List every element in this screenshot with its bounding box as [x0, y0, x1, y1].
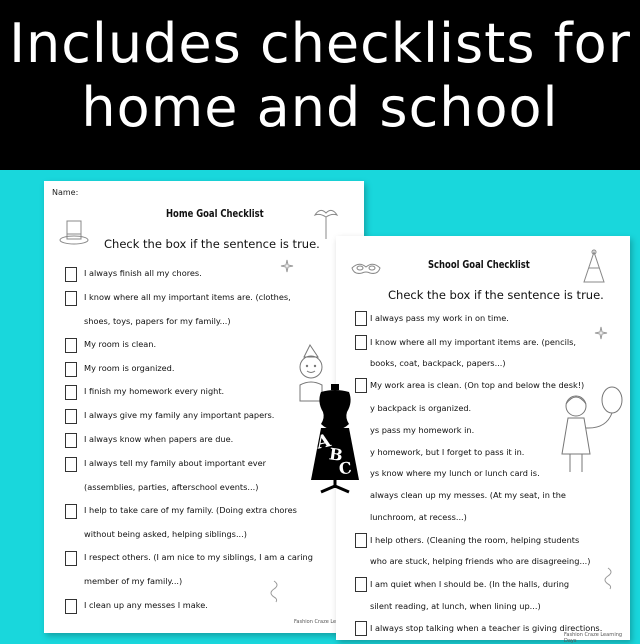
name-label: Name: — [52, 188, 79, 197]
list-item: I always stop talking when a teacher is giving directions. — [370, 623, 603, 633]
checkbox[interactable] — [65, 291, 77, 306]
sparkle-icon — [280, 259, 294, 273]
list-item: I always tell my family about important ever — [84, 458, 266, 468]
list-item: always clean up my messes. (At my seat, in the — [370, 490, 566, 500]
logo-letter-b: B — [327, 444, 344, 465]
list-item: I clean up any messes I make. — [84, 600, 208, 610]
list-item: I always finish all my chores. — [84, 268, 202, 278]
logo-letter-a: A — [314, 430, 333, 454]
list-item: (assemblies, parties, afterschool events...) — [84, 482, 259, 492]
list-item: books, coat, backpack, papers...) — [370, 358, 506, 368]
list-item: My work area is clean. (On top and below the desk!) — [370, 380, 585, 390]
girl-with-balloon-icon — [556, 384, 626, 484]
banner — [0, 0, 640, 170]
mask-icon — [350, 260, 384, 280]
page-title: Home Goal Checklist — [166, 207, 264, 220]
checkbox[interactable] — [355, 533, 367, 548]
list-item: who are stuck, helping friends who are disagreeing...) — [370, 556, 591, 566]
list-item: silent reading, at lunch, when lining up...) — [370, 601, 541, 611]
footer-credit: Fashion Craze Learning Days — [564, 632, 623, 644]
party-hat-icon — [582, 250, 606, 286]
school-goal-checklist-page — [336, 236, 630, 644]
banner-line-1: Includes checklists for — [9, 12, 631, 75]
list-item: member of my family...) — [84, 576, 183, 586]
list-item: y homework, but I forget to pass it in. — [370, 447, 525, 457]
instruction: Check the box if the sentence is true. — [388, 288, 604, 302]
checkbox[interactable] — [65, 599, 77, 614]
list-item: I always pass my work in on time. — [370, 313, 509, 323]
list-item: y backpack is organized. — [370, 403, 472, 413]
list-item: I respect others. (I am nice to my siblings, I am a caring — [84, 552, 313, 562]
dress-form-logo-icon — [307, 384, 363, 494]
list-item: without being asked, helping siblings...) — [84, 529, 247, 539]
list-item: I help to take care of my family. (Doing extra chores — [84, 505, 297, 515]
list-item: My room is clean. — [84, 339, 157, 349]
checkbox[interactable] — [65, 267, 77, 282]
sparkle-icon — [594, 326, 608, 340]
list-item: I am quiet when I should be. (In the halls, during — [370, 579, 570, 589]
checkbox[interactable] — [355, 311, 367, 326]
logo-letter-c: C — [337, 458, 353, 479]
swirl-icon-2 — [266, 579, 282, 603]
checkbox[interactable] — [65, 457, 77, 472]
checkbox[interactable] — [65, 362, 77, 377]
checkbox[interactable] — [65, 504, 77, 519]
list-item: I finish my homework every night. — [84, 386, 225, 396]
list-item: I know where all my important items are. (pencils, — [370, 337, 576, 347]
checkbox[interactable] — [65, 338, 77, 353]
top-hat-icon — [58, 217, 90, 253]
checkbox[interactable] — [355, 335, 367, 350]
checkbox[interactable] — [65, 409, 77, 424]
list-item: ys know where my lunch or lunch card is. — [370, 468, 540, 478]
checkbox[interactable] — [65, 385, 77, 400]
footer-credit: Fashion Craze Le — [294, 619, 337, 625]
checkbox[interactable] — [65, 551, 77, 566]
banner-line-2: home and school — [81, 76, 559, 139]
list-item: I always know when papers are due. — [84, 434, 234, 444]
page-title: School Goal Checklist — [428, 258, 530, 271]
list-item: I know where all my important items are. (clothes, — [84, 292, 291, 302]
checkbox[interactable] — [355, 577, 367, 592]
checkbox[interactable] — [65, 433, 77, 448]
swirl-icon — [600, 566, 616, 590]
checkbox[interactable] — [355, 621, 367, 636]
list-item: I help others. (Cleaning the room, helping students — [370, 535, 580, 545]
instruction: Check the box if the sentence is true. — [104, 237, 320, 251]
list-item: My room is organized. — [84, 363, 175, 373]
list-item: shoes, toys, papers for my family...) — [84, 316, 231, 326]
list-item: lunchroom, at recess...) — [370, 512, 467, 522]
list-item: I always give my family any important papers. — [84, 410, 275, 420]
list-item: ys pass my homework in. — [370, 425, 475, 435]
